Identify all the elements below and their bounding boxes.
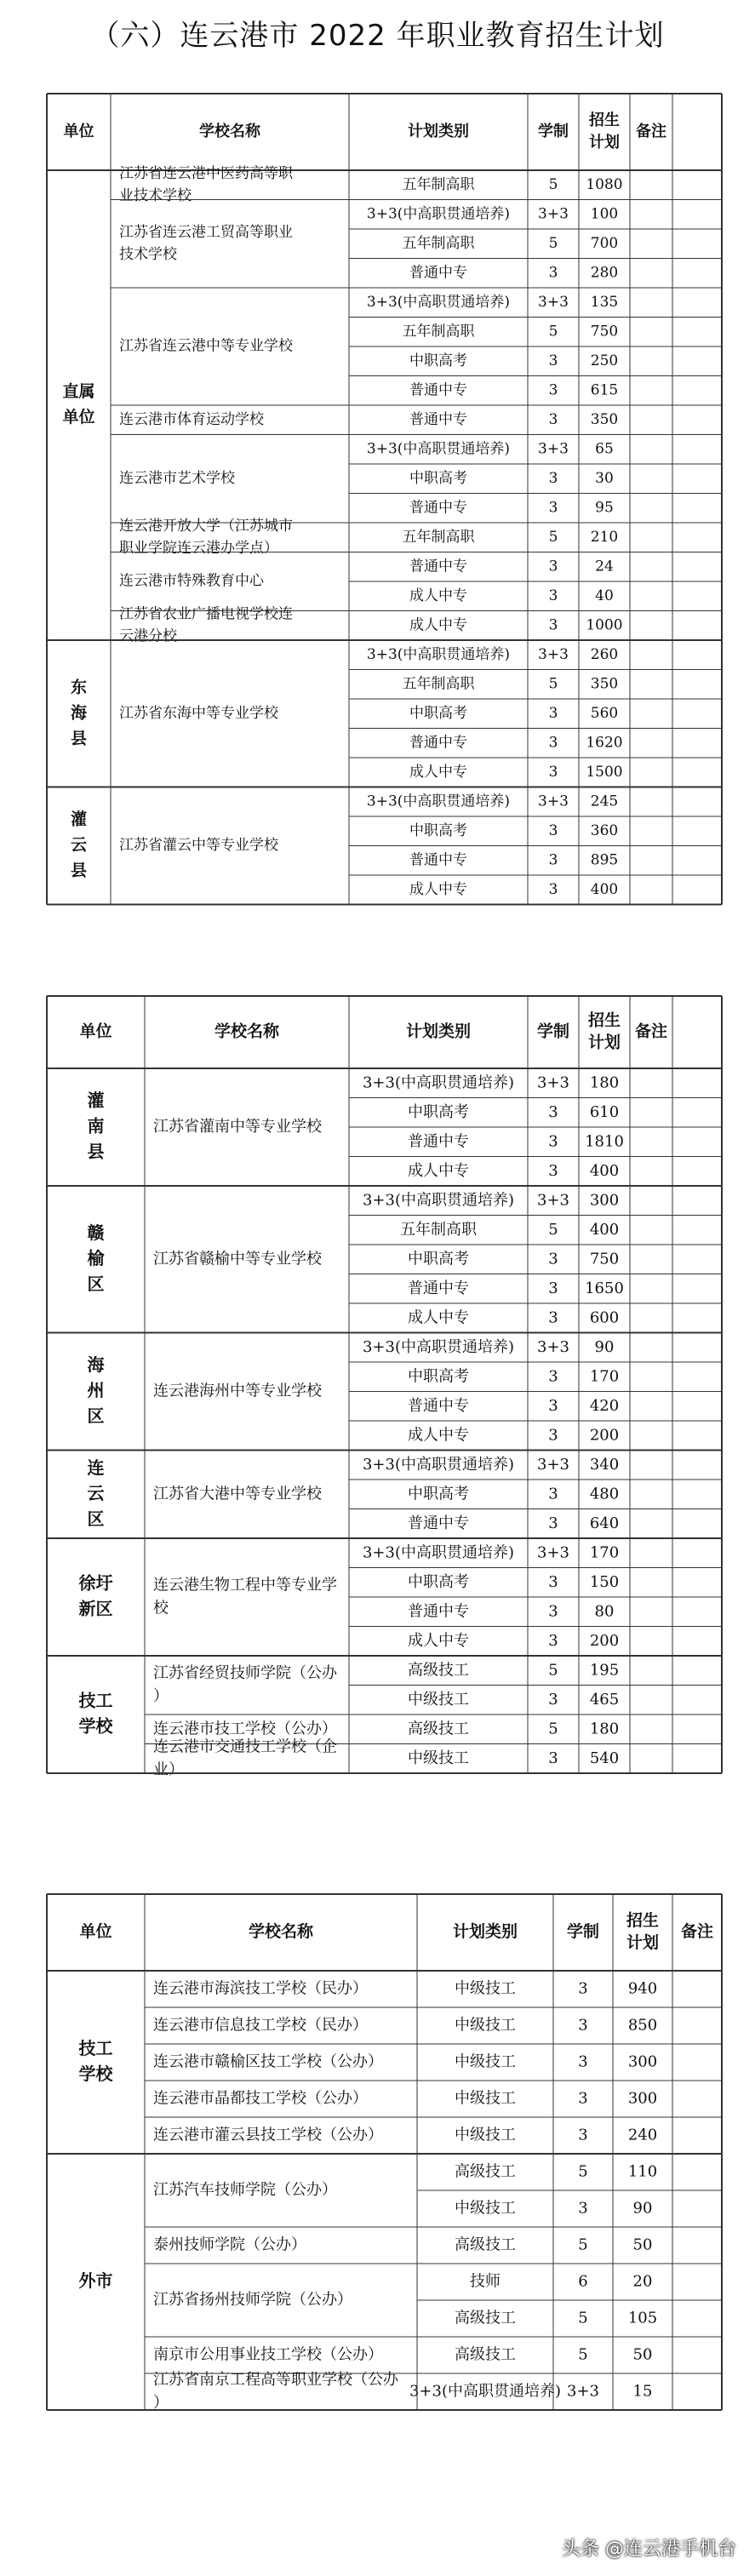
cell-plan-count: 340 bbox=[589, 1455, 620, 1474]
cell-plan-type: 成人中专 bbox=[409, 616, 467, 634]
cell-years: 3 bbox=[578, 2126, 588, 2144]
cell-plan-type: 中级技工 bbox=[408, 1749, 469, 1767]
cell-plan-type: 普通中专 bbox=[408, 1514, 469, 1532]
watermark-footer: 头条 @连云港手机台 bbox=[562, 2539, 736, 2560]
cell-school-name: 连云港市艺术学校 bbox=[119, 469, 235, 487]
cell-years: 3 bbox=[548, 558, 558, 575]
cell-school-name: 连云港市赣榆区技工学校（公办） bbox=[153, 2052, 383, 2071]
cell-plan-count: 200 bbox=[589, 1631, 620, 1650]
cell-plan-type: 普通中专 bbox=[409, 851, 467, 869]
cell-years: 5 bbox=[548, 675, 558, 693]
cell-plan-type: 中职高考 bbox=[408, 1367, 469, 1386]
cell-years: 3 bbox=[548, 1749, 558, 1767]
cell-plan-type: 普通中专 bbox=[409, 264, 467, 282]
cell-plan-count: 40 bbox=[595, 587, 614, 604]
cell-years: 5 bbox=[578, 2345, 588, 2364]
cell-years: 3 bbox=[548, 851, 558, 869]
header-type: 计划类别 bbox=[405, 1022, 472, 1041]
cell-plan-type: 成人中专 bbox=[408, 1426, 469, 1445]
cell-plan-count: 300 bbox=[627, 2089, 658, 2108]
enrollment-table-1 bbox=[0, 85, 755, 979]
cell-plan-type: 3+3(中高职贯通培养) bbox=[366, 793, 511, 810]
cell-school-name: 泰州技师学院（公办） bbox=[153, 2235, 306, 2254]
cell-plan-count: 180 bbox=[589, 1073, 620, 1092]
cell-plan-type: 中级技工 bbox=[455, 2089, 516, 2108]
cell-years: 3 bbox=[548, 734, 558, 752]
cell-plan-type: 中职高考 bbox=[409, 469, 467, 487]
cell-plan-type: 普通中专 bbox=[409, 734, 467, 752]
cell-unit: 徐圩 bbox=[78, 1572, 113, 1594]
cell-school-name: 江苏省南京工程高等职业学校（公办 bbox=[153, 2371, 398, 2389]
cell-plan-count: 1000 bbox=[586, 616, 623, 634]
cell-plan-type: 普通中专 bbox=[409, 499, 467, 517]
cell-plan-type: 3+3(中高职贯通培养) bbox=[362, 1073, 515, 1092]
cell-unit: 单位 bbox=[62, 408, 95, 426]
cell-plan-type: 中职高考 bbox=[409, 352, 467, 369]
cell-school-name: 江苏省灌云中等专业学校 bbox=[119, 837, 278, 854]
cell-plan-type: 中职高考 bbox=[409, 704, 467, 722]
header-note: 备注 bbox=[680, 1922, 714, 1941]
cell-unit: 新区 bbox=[78, 1598, 113, 1619]
header-plan: 计划 bbox=[589, 134, 620, 152]
cell-years: 3 bbox=[548, 704, 558, 722]
cell-plan-type: 3+3(中高职贯通培养) bbox=[366, 293, 511, 311]
cell-plan-count: 1080 bbox=[586, 175, 623, 193]
cell-plan-count: 540 bbox=[589, 1749, 620, 1767]
cell-plan-count: 110 bbox=[627, 2162, 658, 2181]
cell-plan-count: 360 bbox=[590, 821, 619, 839]
cell-years: 3 bbox=[578, 2052, 588, 2071]
cell-plan-count: 24 bbox=[595, 558, 614, 575]
header-unit: 单位 bbox=[63, 123, 94, 140]
cell-unit: 灌 bbox=[70, 810, 88, 829]
cell-plan-type: 中职高考 bbox=[408, 1102, 469, 1121]
cell-plan-count: 90 bbox=[632, 2199, 653, 2218]
cell-school-name: 江苏省农业广播电视学校连 bbox=[119, 605, 293, 623]
cell-years: 3 bbox=[548, 1308, 558, 1327]
cell-plan-count: 250 bbox=[590, 352, 619, 369]
cell-plan-type: 普通中专 bbox=[408, 1279, 469, 1297]
cell-school-name: 连云港市交通技工学校（企 bbox=[153, 1737, 337, 1756]
cell-unit: 州 bbox=[87, 1380, 105, 1400]
cell-years: 5 bbox=[578, 2235, 588, 2254]
cell-years: 3 bbox=[548, 1279, 558, 1297]
cell-plan-count: 65 bbox=[595, 440, 614, 458]
cell-school-name: 云港分校 bbox=[119, 627, 177, 645]
cell-school-name: 连云港市特殊教育中心 bbox=[119, 572, 264, 590]
cell-plan-type: 3+3(中高职贯通培养) bbox=[409, 2382, 562, 2401]
cell-years: 3+3 bbox=[537, 1455, 569, 1474]
cell-unit: 学校 bbox=[78, 2064, 113, 2084]
cell-plan-type: 五年制高职 bbox=[402, 323, 475, 341]
cell-years: 3 bbox=[548, 880, 558, 898]
cell-plan-count: 200 bbox=[589, 1426, 620, 1445]
cell-plan-count: 30 bbox=[595, 469, 614, 487]
cell-years: 3+3 bbox=[538, 205, 569, 223]
header-type: 计划类别 bbox=[408, 123, 469, 140]
cell-years: 3+3 bbox=[538, 793, 569, 810]
cell-plan-count: 1810 bbox=[585, 1132, 624, 1151]
cell-plan-type: 中级技工 bbox=[408, 1690, 469, 1709]
cell-plan-type: 中职高考 bbox=[409, 821, 467, 839]
cell-school-name: 江苏汽车技师学院（公办） bbox=[153, 2181, 337, 2199]
cell-plan-count: 600 bbox=[589, 1308, 620, 1327]
header-school: 学校名称 bbox=[214, 1022, 280, 1041]
cell-school-name: 技术学校 bbox=[119, 245, 177, 263]
cell-unit: 县 bbox=[70, 729, 88, 748]
cell-years: 3 bbox=[548, 469, 558, 487]
cell-years: 3 bbox=[548, 1396, 558, 1415]
cell-plan-type: 中级技工 bbox=[455, 2199, 516, 2218]
cell-unit: 县 bbox=[70, 861, 88, 880]
cell-school-name: 江苏省大港中等专业学校 bbox=[153, 1485, 322, 1503]
cell-years: 5 bbox=[548, 1220, 558, 1239]
cell-plan-count: 240 bbox=[627, 2126, 658, 2144]
cell-plan-count: 400 bbox=[590, 880, 619, 898]
cell-plan-type: 普通中专 bbox=[409, 410, 467, 428]
cell-school-name: 江苏省东海中等专业学校 bbox=[119, 704, 278, 722]
cell-unit: 榆 bbox=[87, 1247, 105, 1268]
cell-plan-type: 普通中专 bbox=[408, 1602, 469, 1621]
cell-plan-type: 技师 bbox=[470, 2272, 500, 2291]
cell-plan-type: 高级技工 bbox=[455, 2345, 516, 2364]
cell-years: 3 bbox=[548, 1631, 558, 1650]
header-years: 学制 bbox=[536, 1022, 570, 1041]
cell-unit: 直属 bbox=[62, 382, 95, 401]
cell-years: 3 bbox=[548, 763, 558, 781]
cell-plan-type: 成人中专 bbox=[409, 587, 467, 604]
cell-plan-count: 80 bbox=[594, 1602, 615, 1621]
enrollment-table-2 bbox=[0, 987, 755, 1881]
cell-school-name: 职业学院连云港办学点） bbox=[119, 539, 278, 557]
cell-years: 3 bbox=[578, 2199, 588, 2218]
cell-plan-count: 350 bbox=[590, 675, 619, 693]
cell-years: 3 bbox=[548, 821, 558, 839]
cell-years: 3 bbox=[548, 352, 558, 369]
cell-unit: 区 bbox=[87, 1273, 105, 1294]
cell-plan-type: 成人中专 bbox=[408, 1308, 469, 1327]
cell-plan-type: 高级技工 bbox=[455, 2162, 516, 2181]
cell-unit: 区 bbox=[87, 1508, 105, 1529]
cell-plan-count: 100 bbox=[590, 205, 619, 223]
cell-plan-type: 五年制高职 bbox=[402, 234, 475, 252]
cell-plan-count: 150 bbox=[589, 1572, 620, 1591]
cell-plan-type: 普通中专 bbox=[409, 558, 467, 575]
cell-school-name: 江苏省连云港中医药高等职 bbox=[119, 164, 293, 182]
header-plan: 招生 bbox=[587, 1010, 621, 1030]
cell-plan-type: 成人中专 bbox=[409, 763, 467, 781]
cell-unit: 县 bbox=[87, 1141, 105, 1162]
cell-plan-type: 普通中专 bbox=[409, 381, 467, 399]
cell-school-name: 连云港市信息技工学校（民办） bbox=[153, 2016, 368, 2035]
header-school: 学校名称 bbox=[248, 1922, 314, 1941]
header-unit: 单位 bbox=[79, 1022, 112, 1041]
cell-school-name: 连云港市海滨技工学校（民办） bbox=[153, 1979, 368, 1998]
cell-school-name: ） bbox=[153, 2394, 169, 2412]
cell-years: 3 bbox=[548, 616, 558, 634]
cell-plan-type: 中职高考 bbox=[408, 1485, 469, 1503]
cell-years: 3 bbox=[548, 264, 558, 282]
cell-plan-type: 中职高考 bbox=[408, 1250, 469, 1268]
cell-unit: 海 bbox=[87, 1354, 105, 1375]
cell-school-name: 连云港市技工学校（公办） bbox=[153, 1720, 337, 1738]
cell-years: 3 bbox=[548, 1690, 558, 1709]
cell-unit: 连 bbox=[87, 1457, 105, 1478]
cell-plan-type: 中级技工 bbox=[455, 2052, 516, 2071]
cell-school-name: 江苏省连云港中等专业学校 bbox=[119, 337, 293, 355]
cell-years: 5 bbox=[548, 234, 558, 252]
cell-plan-type: 成人中专 bbox=[408, 1631, 469, 1650]
cell-plan-count: 940 bbox=[627, 1979, 658, 1998]
cell-plan-type: 3+3(中高职贯通培养) bbox=[366, 440, 511, 458]
cell-years: 3 bbox=[548, 381, 558, 399]
cell-years: 3+3 bbox=[537, 1337, 569, 1356]
cell-years: 3 bbox=[548, 1602, 558, 1621]
cell-years: 3+3 bbox=[537, 1073, 569, 1092]
cell-plan-type: 中级技工 bbox=[455, 2016, 516, 2035]
cell-school-name: 连云港市晶都技工学校（公办） bbox=[153, 2089, 368, 2108]
cell-years: 3 bbox=[548, 587, 558, 604]
cell-plan-type: 普通中专 bbox=[408, 1396, 469, 1415]
cell-years: 5 bbox=[578, 2162, 588, 2181]
cell-plan-type: 3+3(中高职贯通培养) bbox=[366, 205, 511, 223]
cell-school-name: 连云港市体育运动学校 bbox=[119, 410, 264, 428]
cell-school-name: 连云港海州中等专业学校 bbox=[153, 1382, 322, 1400]
header-years: 学制 bbox=[538, 123, 569, 140]
cell-unit: 区 bbox=[87, 1405, 105, 1426]
header-note: 备注 bbox=[636, 123, 666, 140]
cell-school-name: 江苏省灌南中等专业学校 bbox=[153, 1118, 322, 1136]
header-note: 备注 bbox=[634, 1022, 668, 1041]
cell-years: 5 bbox=[548, 175, 558, 193]
cell-years: 5 bbox=[578, 2309, 588, 2327]
cell-plan-count: 615 bbox=[590, 381, 619, 399]
cell-plan-count: 180 bbox=[589, 1720, 620, 1738]
cell-school-name: 连云港开放大学（江苏城市 bbox=[119, 517, 293, 535]
cell-years: 3 bbox=[548, 1161, 558, 1180]
cell-plan-type: 中级技工 bbox=[455, 1979, 516, 1998]
cell-plan-type: 高级技工 bbox=[408, 1720, 469, 1738]
cell-unit: 云 bbox=[87, 1482, 105, 1503]
cell-plan-count: 90 bbox=[594, 1337, 615, 1356]
cell-plan-count: 20 bbox=[632, 2272, 653, 2291]
cell-school-name: 业技术学校 bbox=[119, 186, 192, 204]
cell-years: 3+3 bbox=[567, 2382, 599, 2401]
cell-plan-type: 普通中专 bbox=[408, 1132, 469, 1151]
header-plan: 计划 bbox=[626, 1933, 660, 1952]
cell-plan-count: 1650 bbox=[585, 1279, 624, 1297]
header-plan: 招生 bbox=[589, 112, 620, 129]
cell-school-name: 连云港生物工程中等专业学 bbox=[153, 1576, 337, 1594]
cell-plan-count: 280 bbox=[590, 264, 619, 282]
cell-plan-type: 3+3(中高职贯通培养) bbox=[366, 645, 511, 663]
cell-plan-count: 300 bbox=[589, 1191, 620, 1210]
cell-years: 3 bbox=[578, 1979, 588, 1998]
cell-years: 3 bbox=[548, 1485, 558, 1503]
cell-years: 3 bbox=[548, 410, 558, 428]
cell-plan-count: 95 bbox=[595, 499, 614, 517]
cell-unit: 海 bbox=[70, 703, 88, 723]
cell-unit: 技工 bbox=[78, 2038, 113, 2058]
cell-plan-count: 700 bbox=[590, 234, 619, 252]
cell-plan-type: 高级技工 bbox=[455, 2309, 516, 2327]
cell-years: 3 bbox=[548, 1367, 558, 1386]
cell-plan-count: 15 bbox=[632, 2382, 653, 2401]
cell-years: 6 bbox=[578, 2272, 588, 2291]
cell-years: 3 bbox=[548, 1572, 558, 1591]
cell-years: 3 bbox=[548, 1102, 558, 1121]
cell-plan-count: 1500 bbox=[586, 763, 623, 781]
cell-plan-count: 465 bbox=[589, 1690, 620, 1709]
cell-plan-count: 245 bbox=[590, 793, 619, 810]
cell-school-name: 连云港市灌云县技工学校（公办） bbox=[153, 2126, 383, 2144]
cell-school-name: 江苏省赣榆中等专业学校 bbox=[153, 1250, 322, 1268]
enrollment-table-3 bbox=[0, 1886, 755, 2567]
cell-plan-type: 中职高考 bbox=[408, 1572, 469, 1591]
cell-years: 3+3 bbox=[538, 645, 569, 663]
cell-unit: 外市 bbox=[78, 2270, 113, 2291]
cell-plan-count: 105 bbox=[627, 2309, 658, 2327]
cell-plan-count: 210 bbox=[590, 528, 619, 546]
cell-plan-type: 成人中专 bbox=[408, 1161, 469, 1180]
cell-plan-type: 高级技工 bbox=[455, 2235, 516, 2254]
cell-school-name: 江苏省经贸技师学院（公办 bbox=[153, 1664, 337, 1682]
cell-unit: 技工 bbox=[78, 1690, 113, 1711]
cell-unit: 云 bbox=[70, 835, 88, 855]
cell-years: 5 bbox=[548, 323, 558, 341]
cell-years: 5 bbox=[548, 528, 558, 546]
cell-years: 3 bbox=[578, 2016, 588, 2035]
header-school: 学校名称 bbox=[199, 123, 260, 140]
cell-plan-count: 50 bbox=[632, 2345, 653, 2364]
cell-plan-count: 560 bbox=[590, 704, 619, 722]
cell-plan-type: 五年制高职 bbox=[400, 1220, 477, 1239]
cell-plan-type: 3+3(中高职贯通培养) bbox=[362, 1337, 515, 1356]
page-title: （六）连云港市 2022 年职业教育招生计划 bbox=[90, 19, 665, 53]
cell-years: 3+3 bbox=[537, 1543, 569, 1562]
cell-years: 3+3 bbox=[538, 293, 569, 311]
cell-years: 3 bbox=[548, 1514, 558, 1532]
cell-unit: 南 bbox=[87, 1115, 105, 1136]
cell-plan-type: 成人中专 bbox=[409, 880, 467, 898]
cell-years: 5 bbox=[548, 1661, 558, 1680]
cell-school-name: ） bbox=[153, 1687, 169, 1705]
cell-plan-type: 五年制高职 bbox=[402, 675, 475, 693]
cell-unit: 灌 bbox=[87, 1090, 105, 1111]
cell-plan-count: 850 bbox=[627, 2016, 658, 2035]
cell-years: 3+3 bbox=[538, 440, 569, 458]
cell-plan-count: 300 bbox=[627, 2052, 658, 2071]
cell-school-name: 江苏省扬州技师学院（公办） bbox=[153, 2291, 352, 2309]
cell-plan-count: 750 bbox=[589, 1250, 620, 1268]
cell-unit: 学校 bbox=[78, 1715, 113, 1737]
cell-years: 3 bbox=[548, 1250, 558, 1268]
cell-school-name: 江苏省连云港工贸高等职业 bbox=[119, 223, 293, 241]
cell-school-name: 南京市公用事业技工学校（公办） bbox=[153, 2345, 383, 2364]
header-plan: 招生 bbox=[626, 1911, 660, 1930]
cell-school-name: 业） bbox=[153, 1760, 184, 1779]
cell-plan-count: 420 bbox=[589, 1396, 620, 1415]
cell-plan-count: 750 bbox=[590, 323, 619, 341]
cell-years: 3 bbox=[548, 1426, 558, 1445]
cell-plan-type: 3+3(中高职贯通培养) bbox=[362, 1543, 515, 1562]
cell-plan-type: 五年制高职 bbox=[402, 175, 475, 193]
cell-plan-count: 260 bbox=[590, 645, 619, 663]
cell-plan-count: 895 bbox=[590, 851, 619, 869]
cell-plan-count: 400 bbox=[589, 1220, 620, 1239]
cell-years: 3 bbox=[548, 1132, 558, 1151]
cell-years: 5 bbox=[548, 1720, 558, 1738]
cell-plan-type: 3+3(中高职贯通培养) bbox=[362, 1455, 515, 1474]
cell-plan-type: 五年制高职 bbox=[402, 528, 475, 546]
cell-plan-count: 50 bbox=[632, 2235, 653, 2254]
cell-plan-type: 中级技工 bbox=[455, 2126, 516, 2144]
header-unit: 单位 bbox=[79, 1922, 112, 1941]
cell-school-name: 校 bbox=[153, 1599, 169, 1617]
cell-plan-type: 高级技工 bbox=[408, 1661, 469, 1680]
header-years: 学制 bbox=[566, 1922, 600, 1941]
cell-plan-count: 195 bbox=[589, 1661, 620, 1680]
cell-plan-count: 400 bbox=[589, 1161, 620, 1180]
cell-plan-count: 480 bbox=[589, 1485, 620, 1503]
cell-unit: 赣 bbox=[87, 1222, 105, 1243]
cell-plan-count: 640 bbox=[589, 1514, 620, 1532]
cell-years: 3 bbox=[578, 2089, 588, 2108]
cell-plan-count: 170 bbox=[589, 1367, 620, 1386]
cell-plan-type: 3+3(中高职贯通培养) bbox=[362, 1191, 515, 1210]
cell-years: 3 bbox=[548, 499, 558, 517]
cell-years: 3+3 bbox=[537, 1191, 569, 1210]
header-plan: 计划 bbox=[587, 1033, 621, 1052]
cell-plan-count: 610 bbox=[589, 1102, 620, 1121]
cell-plan-count: 170 bbox=[589, 1543, 620, 1562]
header-type: 计划类别 bbox=[452, 1922, 518, 1941]
cell-plan-count: 1620 bbox=[586, 734, 623, 752]
cell-plan-count: 350 bbox=[590, 410, 619, 428]
cell-plan-count: 135 bbox=[590, 293, 619, 311]
cell-unit: 东 bbox=[70, 678, 88, 697]
